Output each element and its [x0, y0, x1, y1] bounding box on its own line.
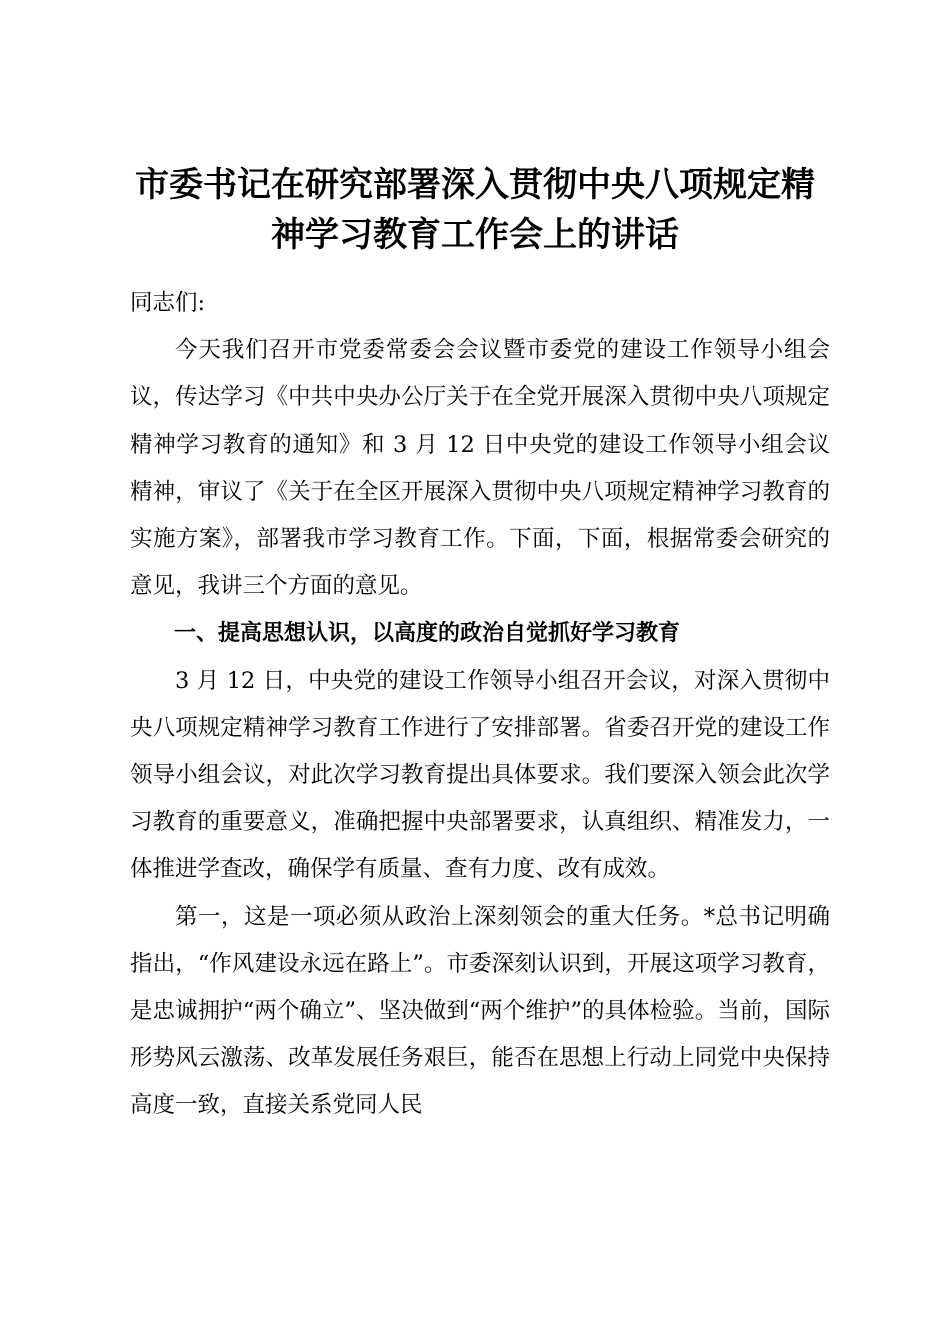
title-line-2: 神学习教育工作会上的讲话 — [271, 215, 679, 255]
title-line-1: 市委书记在研究部署深入贯彻中央八项规定精 — [135, 165, 815, 205]
section-1-paragraph-1: 3 月 12 日，中央党的建设工作领导小组召开会议，对深入贯彻中央八项规定精神学习教育工作进行了安排部署。省委召开党的建设工作领导小组会议，对此次学习教育提出具体要求。我们要深入领会此次学习教育的重要意义，准确把握中央部署要求，认真组织、精准发力，一体推进学查改，确保学有质量、查有力度、改有成效。 — [130, 667, 830, 883]
section-1-paragraph-2: 第一，这是一项必须从政治上深刻领会的重大任务。*总书记明确指出，“作风建设永远在路上”。市委深刻认识到，开展这项学习教育，是忠诚拥护“两个确立”、坚决做到“两个维护”的具体检验。当前，国际形势风云激荡、改革发展任务艰巨，能否在思想上行动上同党中央保持高度一致，直接关系党同人民 — [130, 903, 830, 1119]
opening-paragraph: 今天我们召开市党委常委会会议暨市委党的建设工作领导小组会议，传达学习《中共中央办公厅关于在全党开展深入贯彻中央八项规定精神学习教育的通知》和 3 月 12 日中央党的建设工作领导小组会议精神，审议了《关于在全区开展深入贯彻中央八项规定精神学习教育的实施方案》，部署我市学习教育工作。下面，下面，根据常委会研究的意见，我讲三个方面的意见。 — [130, 337, 830, 600]
section-heading-1: 一、提高思想认识，以高度的政治自觉抓好学习教育 — [174, 621, 681, 647]
document-title — [120, 160, 830, 260]
document-body — [130, 280, 830, 1130]
salutation: 同志们: — [130, 290, 206, 316]
